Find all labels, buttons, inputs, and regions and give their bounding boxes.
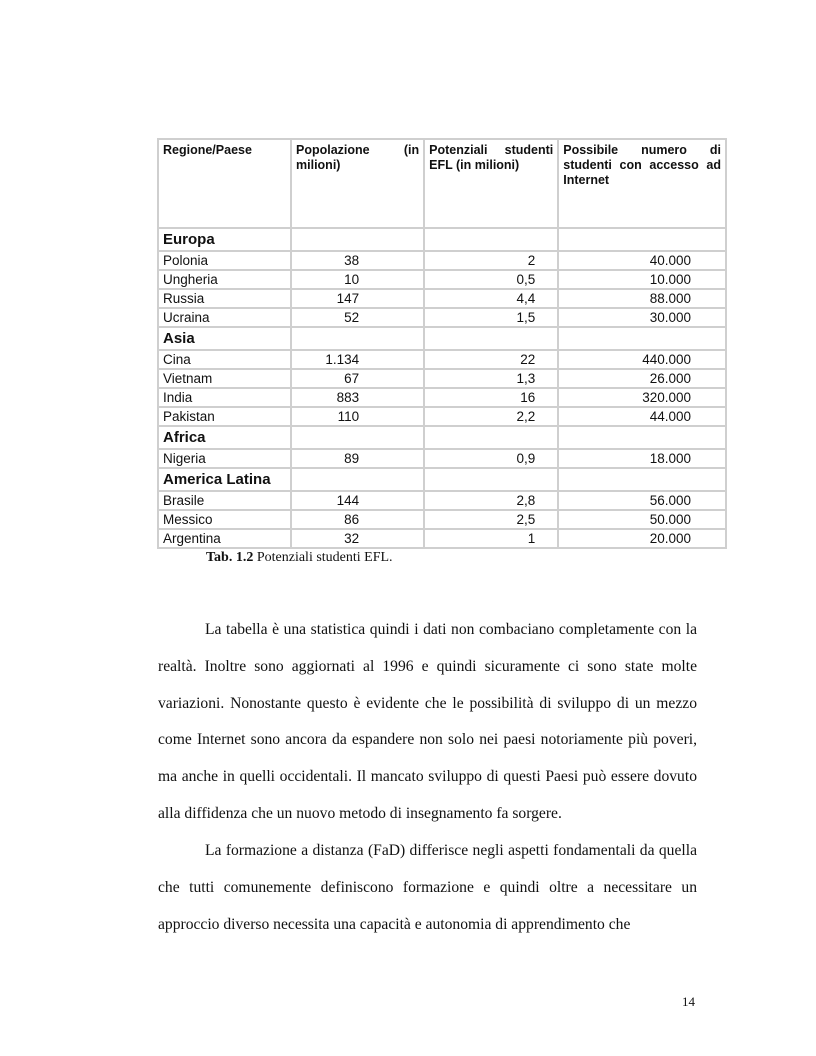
- value-cell: 2: [424, 251, 558, 270]
- region-label: Asia: [158, 327, 291, 350]
- value-cell: 2,8: [424, 491, 558, 510]
- efl-students-table: [157, 138, 727, 549]
- empty-cell: [291, 327, 424, 350]
- region-row: [158, 228, 726, 251]
- country-cell: Ungheria: [158, 270, 291, 289]
- value-cell: 88.000: [558, 289, 726, 308]
- country-cell: Argentina: [158, 529, 291, 548]
- value-cell: 0,5: [424, 270, 558, 289]
- table-row: [158, 251, 726, 270]
- table-row: [158, 350, 726, 369]
- value-cell: 110: [291, 407, 424, 426]
- country-cell: Nigeria: [158, 449, 291, 468]
- value-cell: 0,9: [424, 449, 558, 468]
- table-row: [158, 529, 726, 548]
- value-cell: 56.000: [558, 491, 726, 510]
- value-cell: 50.000: [558, 510, 726, 529]
- table-row: [158, 407, 726, 426]
- country-cell: Russia: [158, 289, 291, 308]
- value-cell: 1,5: [424, 308, 558, 327]
- value-cell: 22: [424, 350, 558, 369]
- table-row: [158, 369, 726, 388]
- value-cell: 52: [291, 308, 424, 327]
- value-cell: 10.000: [558, 270, 726, 289]
- region-label: Africa: [158, 426, 291, 449]
- value-cell: 4,4: [424, 289, 558, 308]
- table-header-row: [158, 139, 726, 228]
- empty-cell: [424, 426, 558, 449]
- empty-cell: [424, 327, 558, 350]
- value-cell: 40.000: [558, 251, 726, 270]
- empty-cell: [558, 426, 726, 449]
- header-efl-students: Potenziali studenti EFL (in milioni): [424, 139, 558, 228]
- value-cell: 147: [291, 289, 424, 308]
- value-cell: 883: [291, 388, 424, 407]
- region-row: [158, 468, 726, 491]
- caption-label: Tab. 1.2: [206, 550, 254, 565]
- table-row: [158, 449, 726, 468]
- value-cell: 30.000: [558, 308, 726, 327]
- value-cell: 144: [291, 491, 424, 510]
- table-row: [158, 289, 726, 308]
- value-cell: 1,3: [424, 369, 558, 388]
- header-internet-access: Possibile numero di studenti con accesso ad Internet: [558, 139, 726, 228]
- value-cell: 16: [424, 388, 558, 407]
- value-cell: 89: [291, 449, 424, 468]
- table-row: [158, 270, 726, 289]
- region-label: Europa: [158, 228, 291, 251]
- caption-text: Potenziali studenti EFL.: [253, 550, 393, 565]
- table-row: [158, 308, 726, 327]
- value-cell: 2,2: [424, 407, 558, 426]
- country-cell: Vietnam: [158, 369, 291, 388]
- value-cell: 32: [291, 529, 424, 548]
- empty-cell: [291, 426, 424, 449]
- country-cell: Messico: [158, 510, 291, 529]
- empty-cell: [558, 468, 726, 491]
- country-cell: Brasile: [158, 491, 291, 510]
- empty-cell: [424, 468, 558, 491]
- table-row: [158, 388, 726, 407]
- country-cell: India: [158, 388, 291, 407]
- value-cell: 320.000: [558, 388, 726, 407]
- header-population: Popolazione (in milioni): [291, 139, 424, 228]
- value-cell: 1.134: [291, 350, 424, 369]
- empty-cell: [558, 228, 726, 251]
- table-caption: [206, 550, 393, 566]
- header-region-country: Regione/Paese: [158, 139, 291, 228]
- value-cell: 26.000: [558, 369, 726, 388]
- value-cell: 1: [424, 529, 558, 548]
- empty-cell: [558, 327, 726, 350]
- table-row: [158, 491, 726, 510]
- empty-cell: [291, 228, 424, 251]
- page-number: 14: [682, 994, 695, 1009]
- region-label: America Latina: [158, 468, 291, 491]
- country-cell: Polonia: [158, 251, 291, 270]
- table-row: [158, 510, 726, 529]
- country-cell: Ucraina: [158, 308, 291, 327]
- region-row: [158, 327, 726, 350]
- value-cell: 86: [291, 510, 424, 529]
- value-cell: 10: [291, 270, 424, 289]
- value-cell: 67: [291, 369, 424, 388]
- body-paragraph: La tabella è una statistica quindi i dati non combaciano completamente con la realtà. Inoltre sono aggiornati al 1996 e quindi sicuramente ci sono state molte variazioni. Nonostante questo è evidente che le possibilità di sviluppo di un mezzo come Internet sono ancora da espandere non solo nei paesi notoriamente più poveri, ma anche in quelli occidentali. Il mancato sviluppo di questi Paesi può essere dovuto alla diffidenza che un nuovo metodo di insegnamento fa sorgere.: [158, 621, 697, 822]
- country-cell: Pakistan: [158, 407, 291, 426]
- body-paragraph: La formazione a distanza (FaD) differisce negli aspetti fondamentali da quella che tutti comunemente definiscono formazione e quindi oltre a necessitare un approccio diverso necessita una capacità e autonomia di apprendimento che: [158, 842, 697, 933]
- value-cell: 20.000: [558, 529, 726, 548]
- value-cell: 2,5: [424, 510, 558, 529]
- empty-cell: [424, 228, 558, 251]
- value-cell: 44.000: [558, 407, 726, 426]
- value-cell: 18.000: [558, 449, 726, 468]
- empty-cell: [291, 468, 424, 491]
- value-cell: 38: [291, 251, 424, 270]
- country-cell: Cina: [158, 350, 291, 369]
- table-body: [158, 228, 726, 548]
- value-cell: 440.000: [558, 350, 726, 369]
- region-row: [158, 426, 726, 449]
